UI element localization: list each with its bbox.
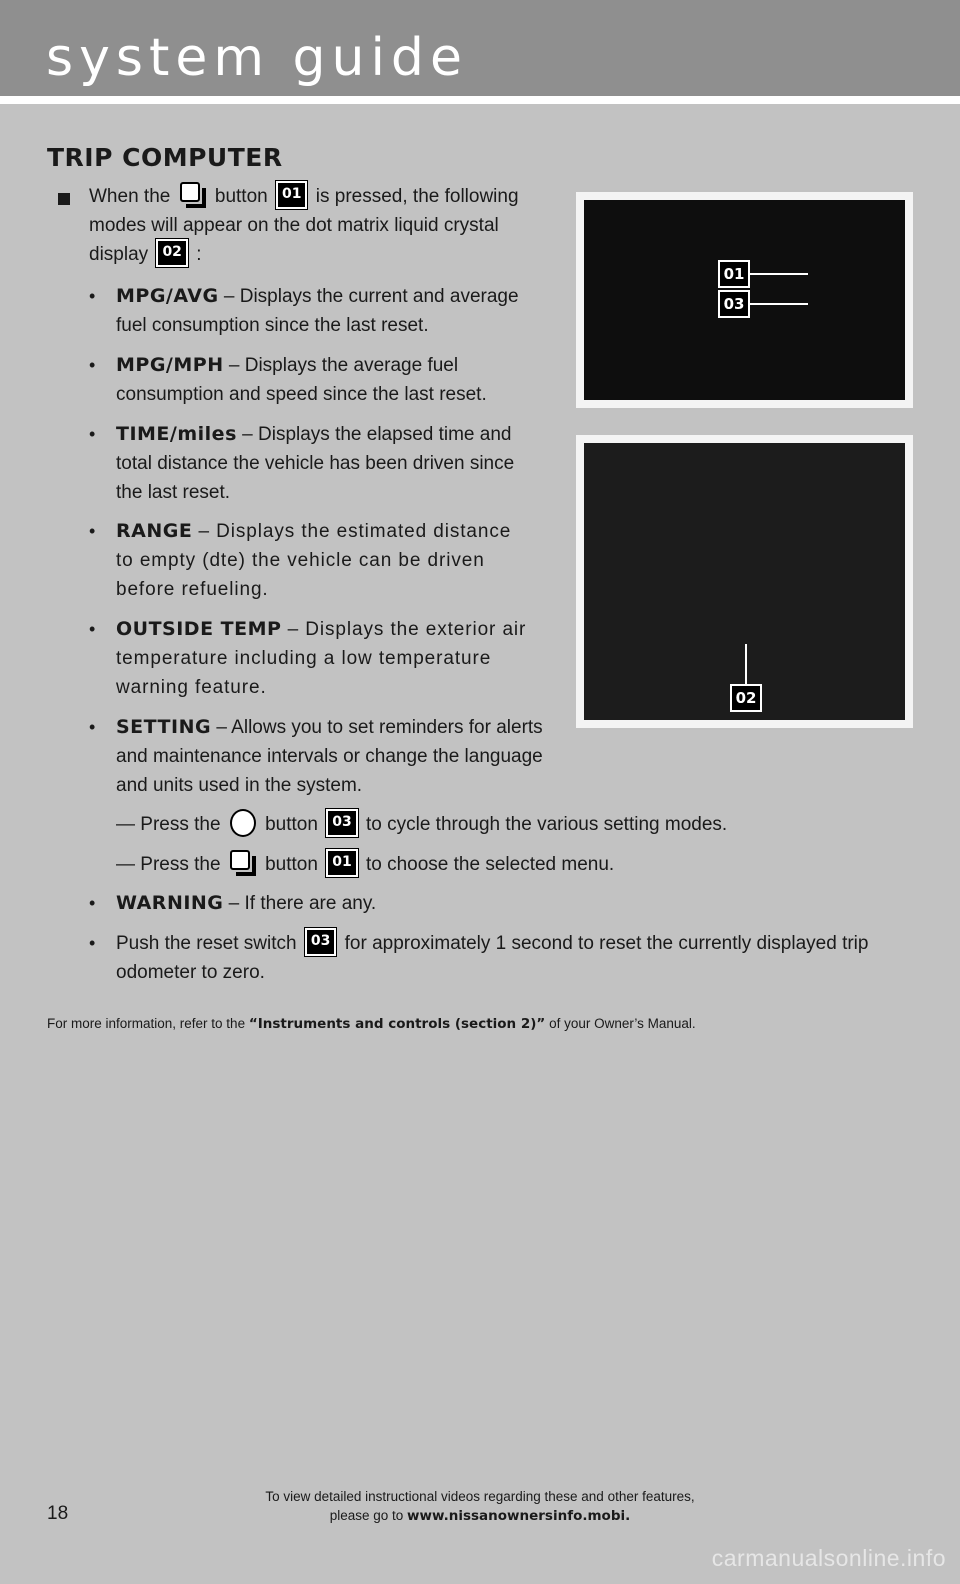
trip-menu-button-icon — [180, 182, 206, 208]
mode-term: OUTSIDE TEMP — [116, 618, 282, 640]
mode-term: MPG/MPH — [116, 354, 224, 376]
square-bullet-icon — [58, 193, 70, 205]
callout-badge-01: 01 — [326, 849, 357, 877]
section-title: TRIP COMPUTER — [47, 143, 283, 172]
instruction-text: to choose the selected menu. — [365, 854, 615, 875]
figure-callout-01: 01 — [718, 260, 750, 288]
footer-text: please go to — [329, 1508, 408, 1523]
intro-text-3: is pressed, the following — [315, 186, 519, 207]
intro-text-5: display — [89, 244, 149, 265]
mode-term: SETTING — [116, 716, 212, 738]
mode-term: WARNING — [116, 892, 224, 914]
instruction-text: — Press the — [116, 854, 221, 875]
trip-menu-button-icon — [230, 850, 256, 876]
mode-item-warning — [116, 889, 616, 918]
mode-desc-line: and units used in the system. — [116, 775, 363, 796]
mode-desc-line: – Displays the elapsed time and — [236, 424, 512, 445]
watermark: carmanualsonline.info — [711, 1545, 946, 1571]
footer-text: To view detailed instructional videos regarding these and other features, — [265, 1489, 695, 1504]
mode-desc-line: – Displays the estimated distance — [192, 521, 512, 542]
callout-leader-line — [750, 303, 808, 305]
mode-desc-line: total distance the vehicle has been driven since — [116, 453, 515, 474]
mode-item-outside-temp — [116, 615, 556, 702]
mode-item-mpg-mph — [116, 351, 556, 409]
footnote-text: of your Owner’s Manual. — [545, 1016, 696, 1031]
header-divider — [0, 96, 960, 104]
figure-callout-02: 02 — [730, 684, 762, 712]
mode-term: TIME/miles — [116, 423, 237, 445]
intro-paragraph — [89, 182, 549, 269]
footnote-reference — [47, 1016, 696, 1032]
instruction-text: button — [265, 814, 318, 835]
manual-section-reference: “Instruments and controls (section 2)” — [248, 1016, 546, 1032]
mode-item-mpg-avg — [116, 282, 556, 340]
page-number: 18 — [47, 1503, 69, 1524]
mode-item-setting — [116, 713, 566, 800]
bullet-dot: • — [89, 424, 96, 444]
bullet-dot: • — [89, 933, 96, 953]
instruction-text: for approximately 1 second to reset the currently displayed trip — [344, 933, 869, 954]
mode-desc-line: temperature including a low temperature — [116, 648, 492, 669]
mode-desc-line: the last reset. — [116, 482, 231, 503]
header-bar — [0, 0, 960, 96]
callout-badge-03: 03 — [305, 928, 336, 956]
bullet-dot: • — [89, 717, 96, 737]
setting-cycle-instruction — [116, 810, 916, 839]
intro-text-2: button — [214, 186, 268, 207]
setting-select-instruction — [116, 850, 916, 879]
figure-callout-03: 03 — [718, 290, 750, 318]
mode-desc-line: – Displays the average fuel — [223, 355, 459, 376]
mode-term: MPG/AVG — [116, 285, 219, 307]
footnote-text: For more information, refer to the — [47, 1016, 249, 1031]
mode-desc-line: fuel consumption since the last reset. — [116, 315, 429, 336]
mode-term: RANGE — [116, 520, 193, 542]
reset-instruction — [116, 929, 936, 987]
instruction-text: button — [265, 854, 318, 875]
mode-desc-line: warning feature. — [116, 677, 267, 698]
intro-text-6: : — [196, 244, 202, 265]
bullet-dot: • — [89, 521, 96, 541]
mode-desc-line: and maintenance intervals or change the language — [116, 746, 543, 767]
instruction-text: Push the reset switch — [116, 933, 297, 954]
footer-note — [180, 1487, 780, 1526]
callout-badge-02: 02 — [156, 239, 187, 267]
instruction-text: odometer to zero. — [116, 962, 265, 983]
callout-badge-01: 01 — [276, 181, 307, 209]
instruction-text: to cycle through the various setting modes. — [365, 814, 728, 835]
callout-badge-03: 03 — [326, 809, 357, 837]
website-link[interactable]: www.nissanownersinfo.mobi. — [407, 1508, 631, 1524]
mode-desc-line: – If there are any. — [223, 893, 377, 914]
mode-desc-line: to empty (dte) the vehicle can be driven — [116, 550, 485, 571]
instruction-text: — Press the — [116, 814, 221, 835]
mode-desc-line: before refueling. — [116, 579, 269, 600]
bullet-dot: • — [89, 619, 96, 639]
callout-leader-line — [750, 273, 808, 275]
mode-item-time-miles — [116, 420, 556, 507]
callout-leader-line — [745, 644, 747, 686]
bullet-dot: • — [89, 286, 96, 306]
steering-switch-figure — [576, 192, 913, 408]
mode-desc-line: consumption and speed since the last reset. — [116, 384, 487, 405]
instrument-cluster-figure — [576, 435, 913, 728]
bullet-dot: • — [89, 355, 96, 375]
round-button-icon — [230, 809, 256, 837]
intro-text-1: When the — [89, 186, 171, 207]
page-header-title: system guide — [46, 28, 468, 88]
mode-desc-line: – Displays the current and average — [218, 286, 519, 307]
mode-desc-line: – Allows you to set reminders for alerts — [211, 717, 543, 738]
mode-desc-line: – Displays the exterior air — [281, 619, 527, 640]
intro-text-4: modes will appear on the dot matrix liquid crystal — [89, 215, 499, 236]
bullet-dot: • — [89, 893, 96, 913]
mode-item-range — [116, 517, 556, 604]
